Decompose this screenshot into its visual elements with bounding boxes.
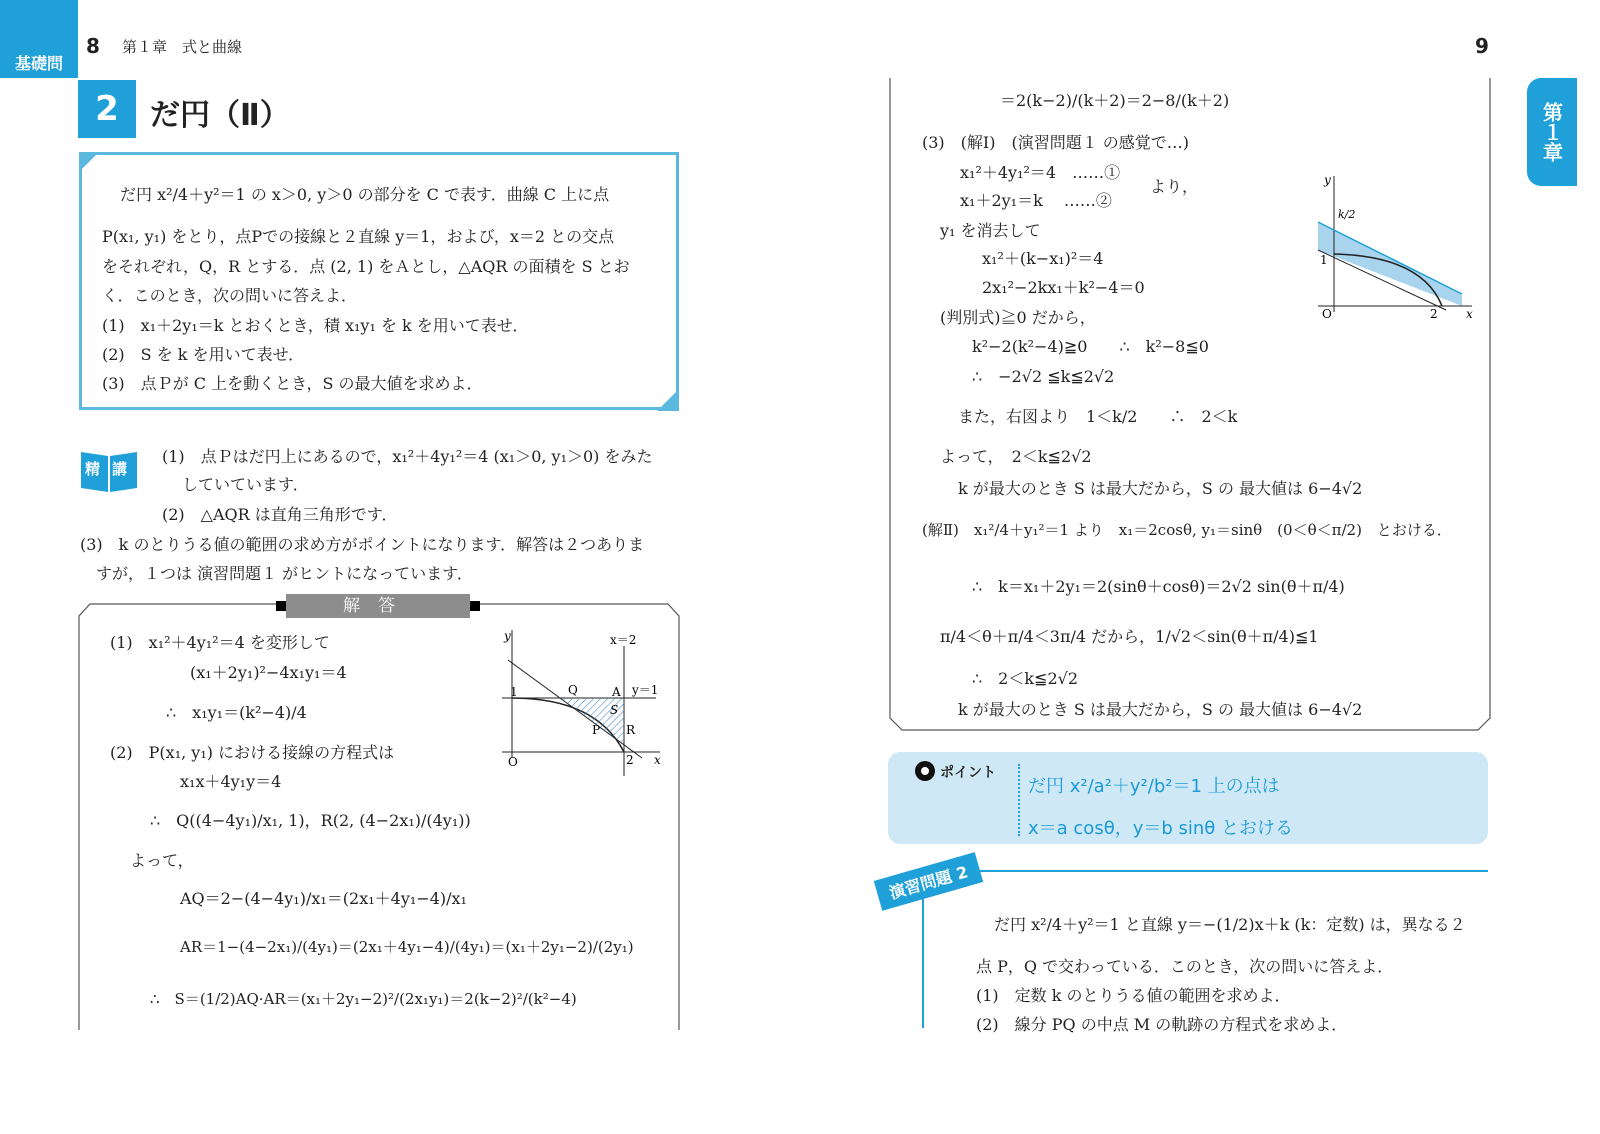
kaito-line: (1) x₁²＋4y₁²＝4 を変形して — [110, 633, 330, 652]
figure-2 — [1312, 170, 1478, 324]
problem-box-corner-bottom — [657, 389, 679, 411]
fig2-label-k2: k/2 — [1338, 208, 1356, 221]
kaito-line: ∴ S＝(1/2)AQ·AR＝(x₁＋2y₁−2)²/(2x₁y₁)＝2(k−2)²/(k²−4) — [150, 990, 577, 1008]
left-page-number: 8 — [86, 34, 100, 58]
right-line: (3) (解Ⅰ) (演習問題１ の感覚で…) — [922, 133, 1190, 152]
basic-problem-label: 基礎問 — [14, 54, 63, 73]
section-number: 2 — [78, 80, 136, 138]
point-divider — [1018, 764, 1020, 836]
point-icon — [914, 760, 936, 782]
fig1-label-R: R — [626, 723, 636, 737]
right-line: π/4＜θ＋π/4＜3π/4 だから，1/√2＜sin(θ＋π/4)≦1 — [940, 627, 1319, 646]
kaito-line: ∴ x₁y₁＝(k²−4)/4 — [166, 703, 307, 722]
seiko-line: (1) 点Ｐはだ円上にあるので，x₁²＋4y₁²＝4 (x₁＞0, y₁＞0) をみた — [162, 447, 653, 466]
right-line: y₁ を消去して — [940, 221, 1041, 240]
right-line: x₁²＋(k−x₁)²＝4 — [982, 249, 1104, 268]
problem-line: だ円 x²/4＋y²＝1 の x＞0, y＞0 の部分を C で表す．曲線 C 上に点 — [120, 185, 610, 204]
right-line: ∴ k＝x₁＋2y₁＝2(sinθ＋cosθ)＝2√2 sin(θ＋π/4) — [972, 577, 1345, 596]
fig2-label-O: O — [1322, 307, 1332, 321]
fig1-label-two: 2 — [626, 753, 634, 767]
right-line: より， — [1150, 177, 1199, 196]
problem-line: をそれぞれ，Q，R とする．点 (2, 1) をＡとし，△AQR の面積を S とお — [102, 257, 630, 276]
kaito-bar: 解答 — [286, 594, 470, 618]
enshu-line: (2) 線分 PQ の中点 M の軌跡の方程式を求めよ． — [976, 1015, 1348, 1034]
fig1-label-Q: Q — [568, 683, 578, 697]
fig1-label-one: 1 — [510, 685, 518, 699]
kaito-line: ∴ Q((4−4y₁)/x₁, 1)，R(2, (4−2x₁)/(4y₁)) — [150, 811, 471, 830]
fig2-label-y: y — [1324, 173, 1331, 187]
kaito-line: AQ＝2−(4−4y₁)/x₁＝(2x₁＋4y₁−4)/x₁ — [180, 889, 467, 908]
right-line: k が最大のとき S は最大だから，S の 最大値は 6−4√2 — [958, 479, 1363, 498]
chapter-side-tab: 第１章 — [1527, 78, 1577, 186]
enshu-line: だ円 x²/4＋y²＝1 と直線 y＝−(1/2)x＋k (k：定数) は，異なる２ — [994, 915, 1466, 934]
right-line: ＝2(k−2)/(k＋2)＝2−8/(k＋2) — [1000, 91, 1230, 110]
kaito-bar-marker-left — [276, 601, 286, 611]
fig1-label-x2: x＝2 — [610, 633, 637, 647]
enshu-badge: 演習問題 2 — [874, 852, 983, 911]
basic-problem-tab — [0, 0, 78, 78]
right-line: x₁²＋4y₁²＝4 ……① — [960, 163, 1121, 182]
problem-line: く．このとき，次の問いに答えよ． — [102, 286, 358, 305]
fig1-label-A: A — [612, 685, 621, 699]
seiko-line: (3) k のとりうる値の範囲の求め方がポイントになります．解答は２つありま — [80, 535, 645, 554]
point-line-2: x＝a cosθ，y＝b sinθ とおける — [1028, 818, 1294, 839]
fig1-label-y1: y＝1 — [632, 683, 659, 697]
enshu-top-rule — [922, 870, 1488, 872]
right-line: x₁＋2y₁＝k ……② — [960, 191, 1112, 210]
kaito-line: (2) P(x₁, y₁) における接線の方程式は — [110, 743, 395, 762]
right-line: k²−2(k²−4)≧0 ∴ k²−8≦0 — [972, 337, 1209, 356]
problem-line: (3) 点Ｐが C 上を動くとき，S の最大値を求めよ． — [102, 374, 483, 393]
problem-line: P(x₁, y₁) をとり，点Pでの接線と２直線 y＝1，および，x＝2 との交点 — [102, 227, 615, 246]
right-line: ∴ −2√2 ≦k≦2√2 — [972, 367, 1115, 386]
enshu-line: 点 P，Q で交わっている．このとき，次の問いに答えよ． — [976, 957, 1394, 976]
fig2-label-one: 1 — [1320, 253, 1328, 267]
kaito-bar-marker-right — [470, 601, 480, 611]
fig2-label-two: 2 — [1430, 307, 1438, 321]
kaito-line: AR＝1−(4−2x₁)/(4y₁)＝(2x₁＋4y₁−4)/(4y₁)＝(x₁＋2y₁−2)/(2y₁) — [180, 938, 634, 956]
right-line: k が最大のとき S は最大だから，S の 最大値は 6−4√2 — [958, 700, 1363, 719]
fig2-label-x: x — [1466, 307, 1473, 321]
chapter-title: 第１章 式と曲線 — [122, 38, 243, 56]
problem-line: (1) x₁＋2y₁＝k とおくとき，積 x₁y₁ を k を用いて表せ． — [102, 316, 529, 335]
fig2-band — [1318, 222, 1462, 306]
seiko-line: していています． — [182, 475, 309, 494]
kaito-line: (x₁＋2y₁)²−4x₁y₁＝4 — [190, 663, 347, 682]
right-line: (解Ⅱ) x₁²/4＋y₁²＝1 より x₁＝2cosθ, y₁＝sinθ (0＜θ＜π/2) とおける． — [922, 521, 1452, 539]
problem-line: (2) S を k を用いて表せ． — [102, 345, 305, 364]
seiko-label: 精講 — [85, 460, 140, 478]
right-line: (判別式)≧0 だから， — [940, 308, 1096, 327]
fig1-label-y: y — [504, 629, 511, 643]
seiko-book-icon — [79, 448, 139, 494]
kaito-line: x₁x＋4y₁y＝4 — [180, 772, 282, 791]
seiko-line: すが，１つは 演習問題１ がヒントになっています． — [96, 564, 473, 583]
section-title: だ円（Ⅱ） — [150, 98, 290, 133]
fig1-label-S: S — [610, 703, 619, 717]
point-line-1: だ円 x²/a²＋y²/b²＝1 上の点は — [1028, 776, 1280, 797]
figure-1 — [496, 626, 670, 782]
enshu-line: (1) 定数 k のとりうる値の範囲を求めよ． — [976, 986, 1291, 1005]
fig1-label-P: P — [592, 723, 601, 737]
right-page-number: 9 — [1475, 34, 1489, 58]
fig1-label-x: x — [654, 753, 661, 767]
fig1-label-O: O — [508, 755, 518, 769]
right-line: よって， 2＜k≦2√2 — [940, 447, 1092, 466]
problem-box-corner-top — [79, 152, 99, 172]
seiko-line: (2) △AQR は直角三角形です． — [162, 505, 398, 524]
right-line: ∴ 2＜k≦2√2 — [972, 669, 1079, 688]
right-line: 2x₁²−2kx₁＋k²−4＝0 — [982, 278, 1145, 297]
kaito-line: よって， — [130, 851, 194, 870]
point-label: ポイント — [940, 765, 996, 781]
right-line: また，右図より 1＜k/2 ∴ 2＜k — [958, 407, 1238, 426]
